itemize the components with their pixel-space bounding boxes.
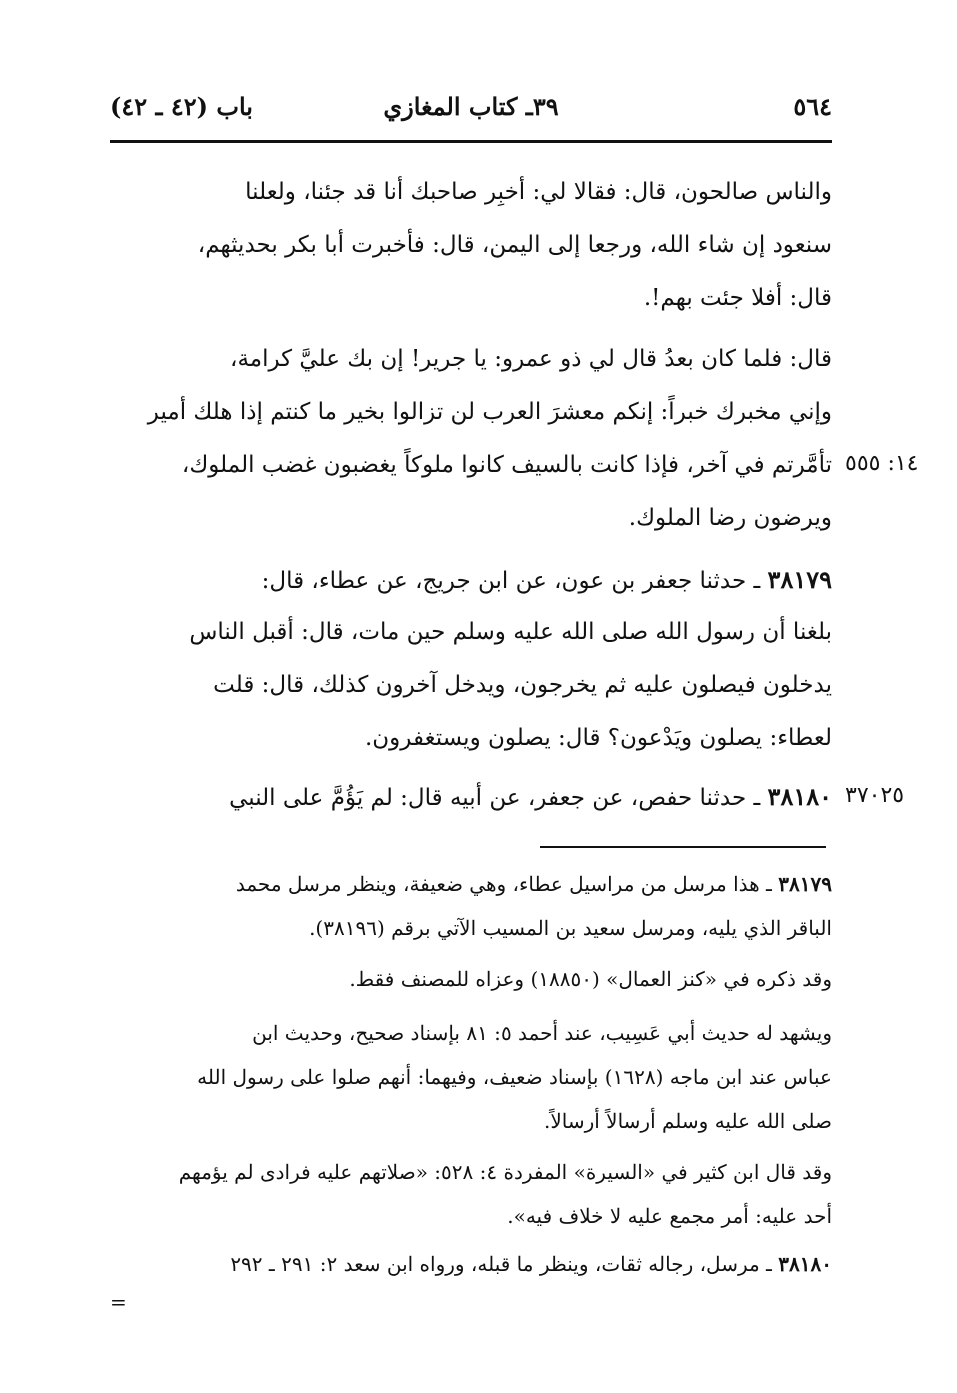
footnote-line: أحد عليه: أمر مجمع عليه لا خلاف فيه».	[507, 1204, 832, 1228]
footnote-divider	[540, 846, 826, 848]
text-line-content: ـ حدثنا حفص، عن جعفر، عن أبيه قال: لم يَؤُمَّ على النبي	[229, 785, 761, 811]
footnote-continuation-mark: =	[110, 1290, 127, 1314]
text-line: بلغنا أن رسول الله صلى الله عليه وسلم حين مات، قال: أقبل الناس	[189, 619, 832, 645]
footnote-line: وقد ذكره في «كنز العمال» (١٨٨٥٠) وعزاه للمصنف فقط.	[349, 967, 832, 991]
running-header	[110, 92, 832, 132]
text-line: قال: أفلا جئت بهم!.	[643, 285, 832, 311]
text-line: يدخلون فيصلون عليه ثم يخرجون، ويدخل آخرون كذلك، قال: قلت	[213, 672, 832, 698]
text-line	[110, 553, 832, 606]
footnote-line: ويشهد له حديث أبي عَسِيب، عند أحمد ٥: ٨١ بإسناد صحيح، وحديث ابن	[252, 1021, 832, 1045]
text-line	[110, 770, 832, 823]
text-line-content: ـ حدثنا جعفر بن عون، عن ابن جريج، عن عطاء، قال:	[261, 568, 761, 594]
text-line: قال: فلما كان بعدُ قال لي ذو عمرو: يا جرير! إن بك عليَّ كرامة،	[230, 346, 832, 372]
footnote-line-content: ـ هذا مرسل من مراسيل عطاء، وهي ضعيفة، وينظر مرسل محمد	[235, 872, 772, 896]
chapter-label: باب (٤٢ ـ ٤٢)	[110, 92, 253, 121]
footnote-line: وقد قال ابن كثير في «السيرة» المفردة ٤: ٥٢٨: «صلاتهم عليه فرادى لم يؤمهم	[178, 1160, 832, 1184]
footnote-2	[110, 957, 832, 1001]
footnote-5	[110, 1242, 832, 1286]
margin-reference: ١٤: ٥٥٥	[845, 451, 919, 476]
hadith-38179	[110, 553, 832, 765]
book-title: ٣٩ـ كتاب المغازي	[383, 92, 559, 121]
hadith-number: ٣٨١٧٩	[767, 565, 832, 594]
footnote-line-content: ـ مرسل، رجاله ثقات، وينظر ما قبله، ورواه ابن سعد ٢: ٢٩١ ـ ٢٩٢	[230, 1252, 772, 1276]
page-number: ٥٦٤	[793, 92, 832, 121]
footnote-3	[110, 1011, 832, 1143]
footnote-number: ٣٨١٧٩	[778, 872, 832, 896]
text-line: والناس صالحون، قال: فقالا لي: أخبِر صاحبك أنا قد جئنا، ولعلنا	[245, 179, 832, 205]
header-divider	[110, 140, 832, 143]
hadith-number: ٣٨١٨٠	[767, 782, 832, 811]
hadith-38180	[110, 770, 832, 823]
footnote-line	[110, 1242, 832, 1286]
paragraph-2	[110, 333, 832, 545]
footnote-line: عباس عند ابن ماجه (١٦٢٨) بإسناد ضعيف، وفيهما: أنهم صلوا على رسول الله	[197, 1065, 832, 1089]
text-line: ويرضون رضا الملوك.	[628, 505, 832, 531]
text-line: سنعود إن شاء الله، ورجعا إلى اليمن، قال: فأخبرت أبا بكر بحديثهم،	[197, 232, 832, 258]
footnote-line	[110, 862, 832, 906]
footnote-number: ٣٨١٨٠	[778, 1252, 832, 1276]
footnote-4	[110, 1150, 832, 1238]
paragraph-1	[110, 166, 832, 325]
footnote-1	[110, 862, 832, 950]
text-line: لعطاء: يصلون ويَدْعون؟ قال: يصلون ويستغفرون.	[364, 725, 832, 751]
margin-reference: ٣٧٠٢٥	[845, 783, 905, 808]
text-line: وإني مخبرك خبراً: إنكم معشرَ العرب لن تزالوا بخير ما كنتم إذا هلك أمير	[147, 399, 832, 425]
footnote-line: صلى الله عليه وسلم أرسالاً أرسالاً.	[543, 1109, 832, 1133]
text-line: تأمَّرتم في آخر، فإذا كانت بالسيف كانوا ملوكاً يغضبون غضب الملوك،	[181, 452, 832, 478]
footnote-line: الباقر الذي يليه، ومرسل سعيد بن المسيب الآتي برقم (٣٨١٩٦).	[309, 916, 832, 940]
